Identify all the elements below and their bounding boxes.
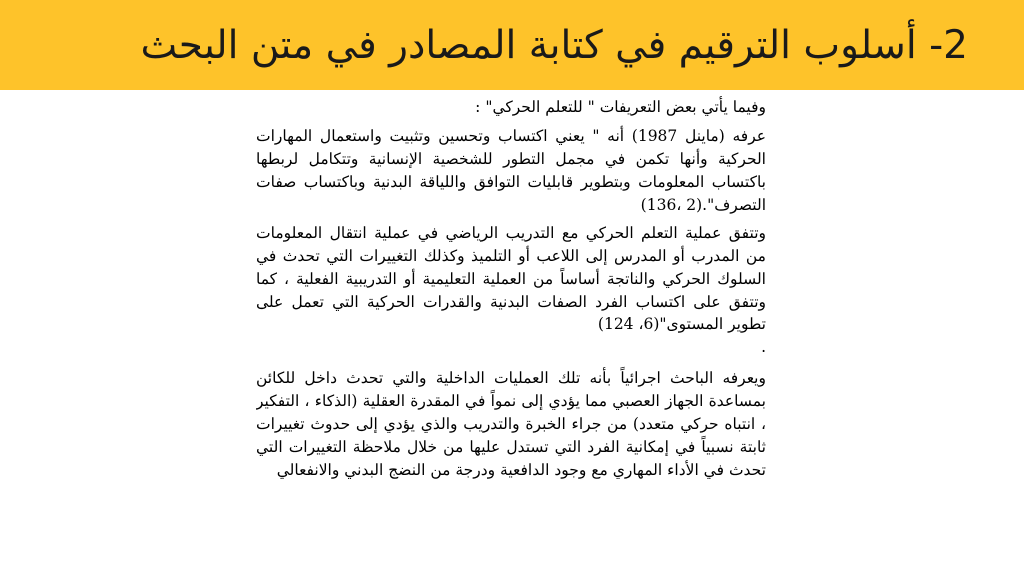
paragraph-researcher-definition: ويعرفه الباحث اجرائياً بأنه تلك العمليات الداخلية والتي تحدث داخل للكائن بمساعدة الجهاز العصبي مما يؤدي إلى نمواً في المقدرة العقلية (الذكاء ، التفكير ، انتباه حركي متعدد) من جراء الخبرة والتدريب والذي يؤدي إلى حدوث تغييرات ثابتة نسبياً في إمكانية الفرد التي تستدل عليها من خلال ملاحظة التغييرات التي تحدث في الأداء المهاري مع وجود الدافعية ودرجة من النضج البدني والانفعالي xyxy=(256,369,766,480)
paragraph-meinel-definition: عرفه (ماينل 1987) أنه " يعني اكتساب وتحسين وتثبيت واستعمال المهارات الحركية وأنها تكمن في مجمل التطور للشخصية الإنسانية وتتكامل لربطها باكتساب المعلومات وبتطوير قابليات التوافق واللياقة البدنية وباكتساب صفات التصرف".(2 ،136) xyxy=(256,126,766,214)
paragraph-training-agreement: وتتفق عملية التعلم الحركي مع التدريب الرياضي في عملية انتقال المعلومات من المدرب أو المدرس إلى اللاعب أو التلميذ وكذلك التغييرات التي تحدث في السلوك الحركي والناتجة أساساً من العملية التعليمية أو التدريبية الفعلية ، كما وتتفق على اكتساب الفرد الصفات البدنية والقدرات الحركية التي تعمل على تطوير المستوى"(6، 124) xyxy=(256,223,766,334)
slide-title: 2- أسلوب الترقيم في كتابة المصادر في متن البحث xyxy=(140,22,968,68)
stray-dot: . xyxy=(761,338,766,357)
slide-body xyxy=(256,96,766,568)
intro-line: وفيما يأتي بعض التعريفات " للتعلم الحركي" : xyxy=(475,98,766,116)
title-bar xyxy=(0,0,1024,90)
